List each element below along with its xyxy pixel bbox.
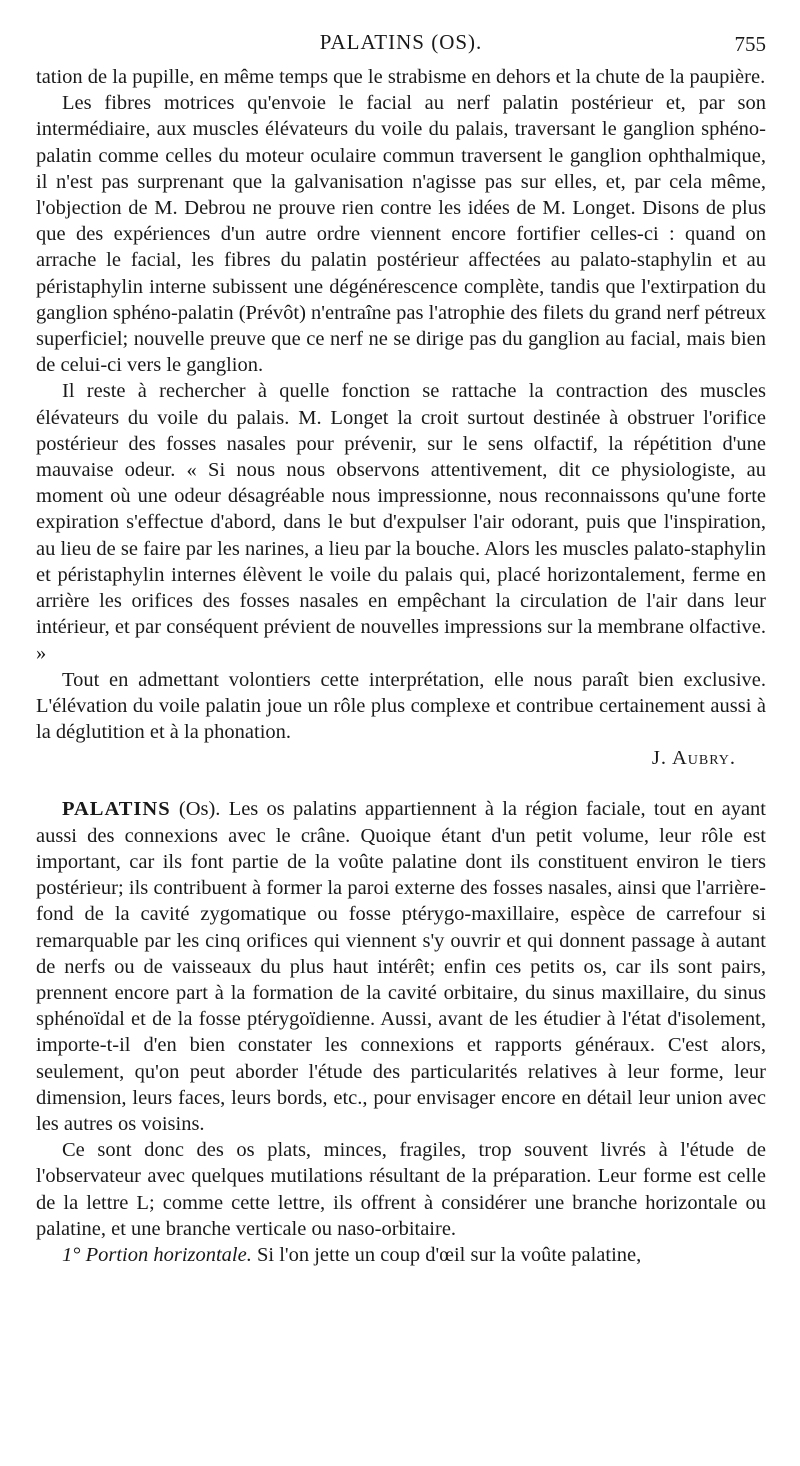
paragraph-interpretation [36,667,766,772]
entry-heading: PALATINS [62,798,171,821]
subsection-text: Si l'on jette un coup d'œil sur la voûte palatine, [251,1243,642,1266]
subsection-heading: 1° Portion horizontale. [62,1243,252,1266]
paragraph-facial-fibers: Les fibres motrices qu'envoie le facial au nerf palatin postérieur et, par son intermédiaire, aux muscles élévateurs du voile du palais, traversant le ganglion sphéno-palatin comme celles du moteur oculaire commun traversent le ganglion ophthalmique, il n'est pas surprenant que la galvanisation n'agisse pas sur elles, et, par cela même, l'objection de M. Debrou ne prouve rien contre les idées de M. Longet. Disons de plus que des expériences d'un autre ordre viennent encore fortifier celles-ci : quand on arrache le facial, les fibres du palatin postérieur affectées au palato-staphylin et au péristaphylin interne subissent une dégénérescence complète, tandis que l'extirpation du ganglion sphéno-palatin (Prévôt) n'entraîne pas l'atrophie des filets du grand nerf pétreux superficiel; nouvelle preuve que ce nerf ne se dirige pas du ganglion au facial, mais bien de celui-ci vers le ganglion. [36,92,766,377]
paragraph-horizontal-portion [36,1242,766,1268]
paragraph-longet-quote: Il reste à rechercher à quelle fonction se rattache la contraction des muscles élévateurs du voile du palais. M. Longet la croit surtout destinée à obstruer l'orifice postérieur des fosses nasales pour prévenir, sur le sens olfactif, la répétition d'une mauvaise odeur. « Si nous nous observons attentivement, dit ce physiologiste, au moment où une odeur désagréable nous impressionne, nous reconnaissons qu'une forte expiration s'effectue d'abord, dans le but d'expulser l'air odorant, puis que l'inspiration, au lieu de se faire par les narines, a lieu par la bouche. Alors les muscles palato-staphylin et péristaphylin internes élèvent le voile du palais qui, placé horizontalement, ferme en arrière les orifices des fosses nasales en empêchant la circulation de l'air dans leur intérieur, et par conséquent prévient de nouvelles impressions sur la membrane olfactive. » [36,380,766,665]
article-author: J. Aubry. [651,747,736,770]
running-title: PALATINS (OS). [319,30,483,54]
page-number: 755 [734,32,766,56]
entry-text: (Os). Les os palatins appartiennent à la région faciale, tout en ayant aussi des connexions avec le crâne. Quoique étant d'un petit volume, leur rôle est important, car ils font partie de la voûte palatine dont ils constituent environ le tiers postérieur; ils contribuent à former la paroi externe des fosses nasales, ainsi que l'arrière-fond de la cavité zygomatique ou fosse ptérygo-maxillaire, espèce de carrefour si remarquable par les cinq orifices qui viennent s'y ouvrir et qui donnent passage à autant de nerfs ou de vaisseaux du plus haut intérêt; enfin ces petits os, car ils sont pairs, prennent encore part à la formation de la cavité orbitaire, du sinus maxillaire, du sinus sphénoïdal et de la fosse ptérygoïdienne. Aussi, avant de les étudier à l'état d'isolement, importe-t-il d'en bien constater les connexions et rapports généraux. C'est alors, seulement, qu'on peut aborder l'étude des particularités relatives à leur forme, leur dimension, leurs faces, leurs bords, etc., pour envisager encore en détail leur union avec les autres os voisins. [36,798,766,1135]
signature-line [36,745,766,771]
page [36,30,766,1268]
running-header [36,30,766,64]
paragraph-continuation: tation de la pupille, en même temps que le strabisme en dehors et la chute de la paupière. [36,66,766,88]
paragraph-palatins-entry [36,796,766,1137]
interpretation-text: Tout en admettant volontiers cette interprétation, elle nous paraît bien exclusive. L'élévation du voile palatin joue un rôle plus complexe et contribue certainement aussi à la déglutition et à la phonation. [36,668,766,744]
paragraph-bone-shape: Ce sont donc des os plats, minces, fragiles, trop souvent livrés à l'étude de l'observateur avec quelques mutilations résultant de la préparation. Leur forme est celle de la lettre L; comme cette lettre, ils offrent à considérer une branche horizontale ou palatine, et une branche verticale ou naso-orbitaire. [36,1139,766,1240]
section-divider [36,771,766,796]
